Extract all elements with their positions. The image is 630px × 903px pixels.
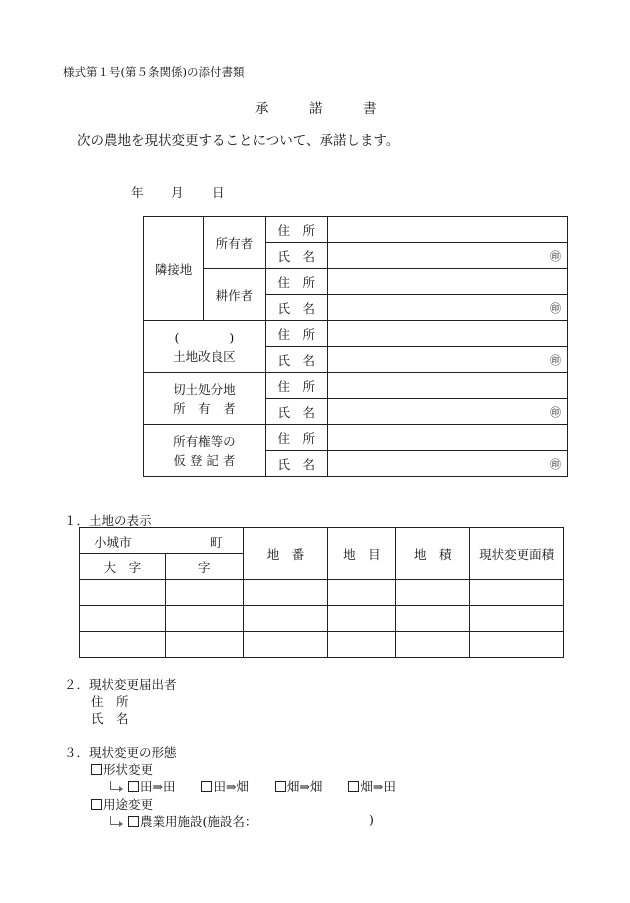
registrant-address-field[interactable]	[327, 425, 567, 451]
section3-heading: ３．現状変更の形態	[64, 745, 177, 760]
cut-owner-address-field[interactable]	[327, 373, 567, 399]
address-label: 住 所	[265, 269, 327, 295]
owner-label: 所有者	[203, 217, 265, 269]
land-area-header: 地 積	[396, 528, 470, 580]
category-cell[interactable]	[328, 632, 396, 658]
use-change-option[interactable]	[91, 795, 153, 813]
oaza-cell[interactable]	[80, 606, 166, 632]
checkbox[interactable]	[275, 781, 286, 792]
name-label: 氏 名	[265, 451, 327, 477]
branch-arrow-icon	[110, 781, 120, 790]
area-cell[interactable]	[396, 606, 470, 632]
district-address-field[interactable]	[327, 321, 567, 347]
cut-line2: 所 有 者	[173, 400, 236, 416]
aza-header: 字	[165, 554, 243, 580]
provisional-registrant-label	[144, 425, 266, 477]
option-paddy-to-field[interactable]	[201, 779, 248, 794]
checkbox[interactable]	[201, 781, 212, 792]
town-label: 町	[210, 535, 223, 550]
seal-mark: ㊞	[550, 353, 561, 367]
district-name-field[interactable]	[327, 347, 567, 373]
cultivator-label: 耕作者	[203, 269, 265, 321]
option-field-to-paddy[interactable]	[348, 779, 395, 794]
facility-label: 農業用施設(施設名：	[139, 814, 258, 829]
registrant-name-field[interactable]	[327, 451, 567, 477]
land-table	[79, 527, 564, 658]
owner-name-field[interactable]	[327, 243, 567, 269]
land-improvement-district-label	[144, 321, 266, 373]
aza-cell[interactable]	[165, 632, 243, 658]
area-cell[interactable]	[396, 632, 470, 658]
oaza-cell[interactable]	[80, 632, 166, 658]
district-text: 土地改良区	[173, 348, 236, 364]
lot-cell[interactable]	[243, 606, 328, 632]
city-cell	[80, 528, 244, 554]
change-area-header: 現状変更面積	[470, 528, 564, 580]
seal-mark: ㊞	[550, 405, 561, 419]
notifier-name-label: 氏 名	[91, 711, 129, 726]
seal-mark: ㊞	[550, 249, 561, 263]
option-field-to-field[interactable]	[275, 779, 322, 794]
checkbox[interactable]	[348, 781, 359, 792]
form-reference: 様式第１号(第５条関係)の添付書類	[63, 65, 245, 79]
option-label: 畑⇒畑	[286, 779, 323, 794]
table-row	[80, 632, 564, 658]
checkbox[interactable]	[91, 764, 102, 775]
facility-option	[110, 812, 257, 830]
reg-line2: 仮 登 記 者	[173, 452, 236, 468]
name-label: 氏 名	[265, 347, 327, 373]
consent-parties-table	[143, 216, 568, 477]
address-label: 住 所	[265, 373, 327, 399]
land-category-header: 地 目	[328, 528, 396, 580]
change-area-cell[interactable]	[470, 580, 564, 606]
shape-change-suboptions	[110, 777, 396, 795]
checkbox[interactable]	[91, 799, 102, 810]
shape-change-option[interactable]	[91, 760, 153, 778]
name-label: 氏 名	[265, 399, 327, 425]
option-label: 田⇒畑	[213, 779, 249, 794]
seal-mark: ㊞	[550, 301, 561, 315]
name-label: 氏 名	[265, 295, 327, 321]
date-month: 月	[171, 185, 184, 200]
use-change-label: 用途変更	[103, 797, 154, 812]
table-row	[80, 606, 564, 632]
lot-number-header: 地 番	[243, 528, 328, 580]
cultivator-name-field[interactable]	[327, 295, 567, 321]
address-label: 住 所	[265, 321, 327, 347]
area-cell[interactable]	[396, 580, 470, 606]
document-title: 承 諾 書	[255, 101, 377, 117]
date-year: 年	[131, 185, 144, 200]
checkbox[interactable]	[128, 816, 139, 827]
name-label: 氏 名	[265, 243, 327, 269]
agricultural-facility-option[interactable]	[128, 814, 257, 829]
option-label: 田⇒田	[139, 779, 176, 794]
section1-heading: １．土地の表示	[64, 513, 152, 528]
notifier-address-label: 住 所	[91, 694, 129, 709]
change-area-cell[interactable]	[470, 606, 564, 632]
category-cell[interactable]	[328, 580, 396, 606]
adjacent-label: 隣接地	[144, 217, 204, 321]
cut-line1: 切土処分地	[173, 381, 236, 397]
section2-heading: ２．現状変更届出者	[64, 677, 177, 692]
owner-address-field[interactable]	[327, 217, 567, 243]
option-paddy-to-paddy[interactable]	[128, 779, 175, 794]
aza-cell[interactable]	[165, 580, 243, 606]
change-area-cell[interactable]	[470, 632, 564, 658]
facility-name-close-paren: )	[369, 812, 374, 827]
date-day: 日	[212, 185, 225, 200]
category-cell[interactable]	[328, 606, 396, 632]
oaza-cell[interactable]	[80, 580, 166, 606]
cultivator-address-field[interactable]	[327, 269, 567, 295]
aza-cell[interactable]	[165, 606, 243, 632]
shape-change-label: 形状変更	[103, 762, 154, 777]
lot-cell[interactable]	[243, 632, 328, 658]
city-name: 小城市	[94, 535, 132, 550]
consent-statement: 次の農地を現状変更することについて、承諾します。	[77, 133, 400, 149]
oaza-header: 大 字	[80, 554, 166, 580]
checkbox[interactable]	[128, 781, 139, 792]
option-label: 畑⇒田	[360, 779, 396, 794]
table-row	[80, 580, 564, 606]
reg-line1: 所有権等の	[173, 433, 236, 449]
branch-arrow-icon	[110, 816, 120, 825]
seal-mark: ㊞	[550, 457, 561, 471]
lot-cell[interactable]	[243, 580, 328, 606]
address-label: 住 所	[265, 425, 327, 451]
cut-owner-name-field[interactable]	[327, 399, 567, 425]
district-paren: ( )	[174, 329, 235, 345]
cut-disposal-owner-label	[144, 373, 266, 425]
address-label: 住 所	[265, 217, 327, 243]
